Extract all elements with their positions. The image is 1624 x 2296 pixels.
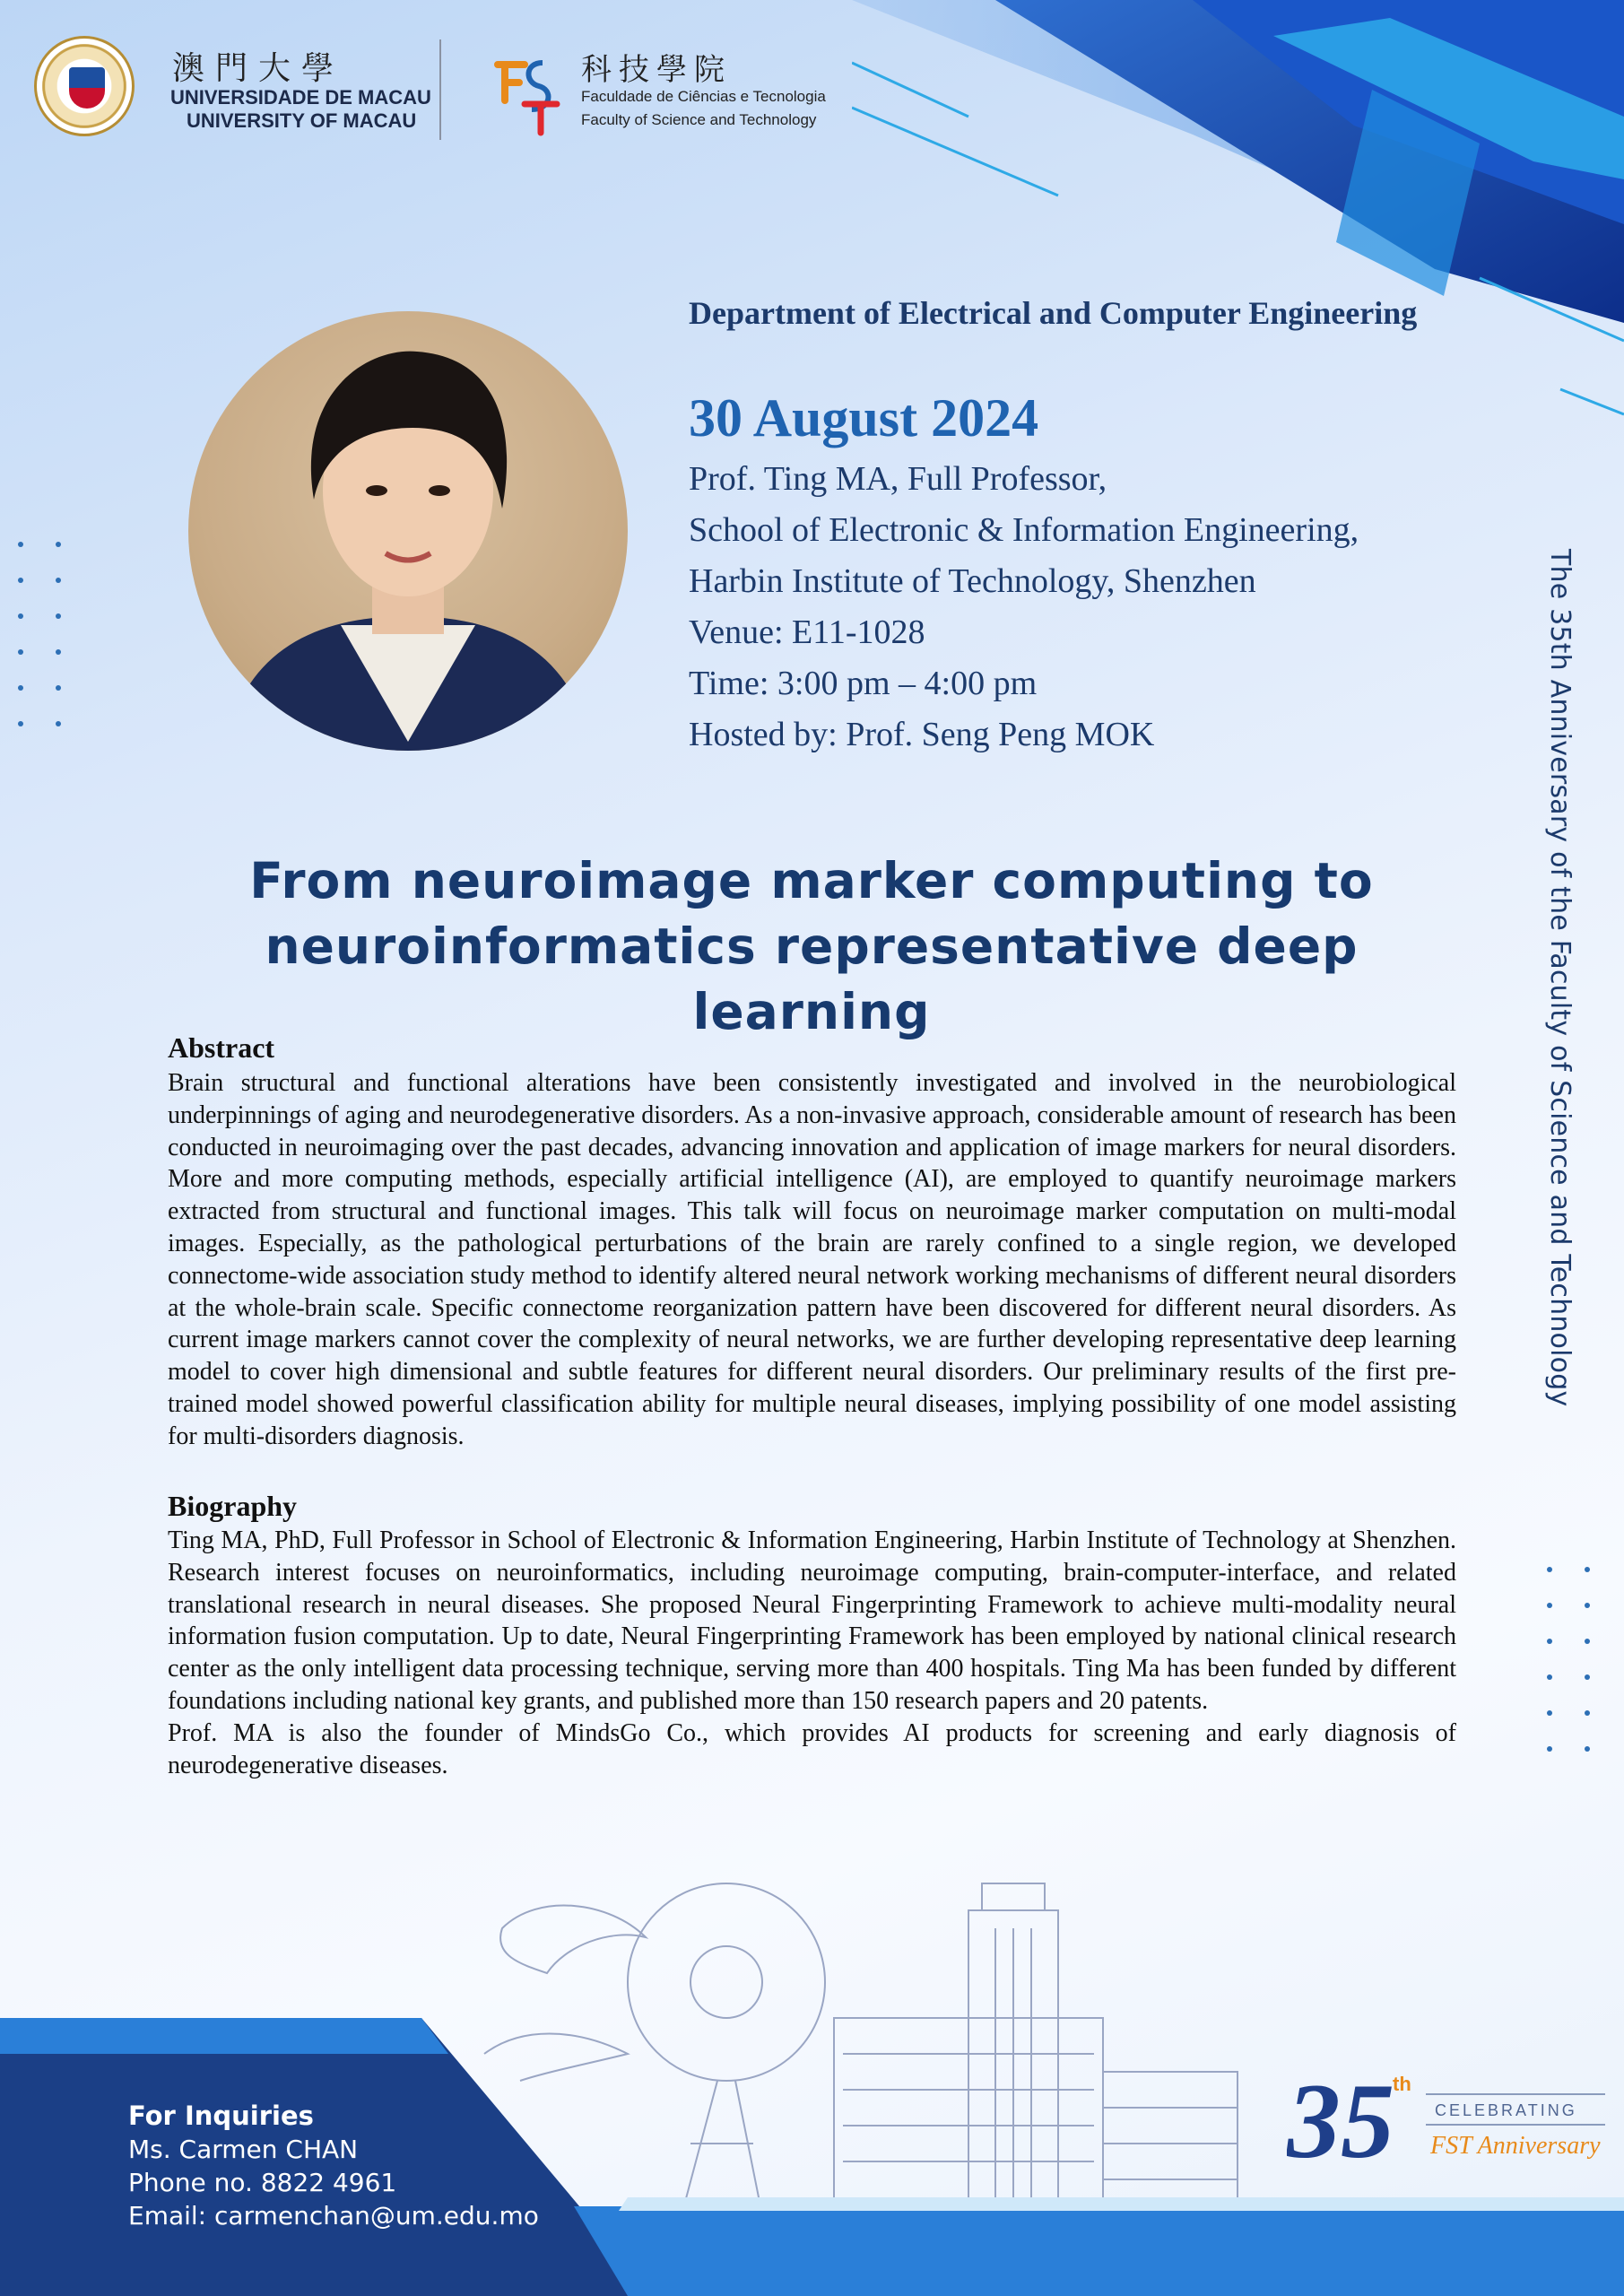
anniversary-side-text: The 35th Anniversary of the Faculty of Science and Technology <box>1544 549 1576 1407</box>
um-portuguese-name: UNIVERSIDADE DE MACAU <box>170 86 431 109</box>
talk-title-line1: From neuroimage marker computing to <box>249 852 1374 909</box>
fst-logo <box>489 47 560 136</box>
fst-portuguese-name: Faculdade de Ciências e Tecnologia <box>581 88 826 105</box>
contact-email[interactable]: Email: carmenchan@um.edu.mo <box>128 2201 539 2231</box>
abstract-heading: Abstract <box>168 1031 275 1064</box>
talk-title-line2: neuroinformatics representative deep learning <box>265 918 1359 1040</box>
biography-text <box>168 1525 1456 1781</box>
dot-pattern-right <box>1547 1567 1590 1752</box>
um-english-name: UNIVERSITY OF MACAU <box>187 109 417 132</box>
dot-pattern-left <box>18 542 61 726</box>
fst-english-name: Faculty of Science and Technology <box>581 111 817 128</box>
biography-paragraph-2: Prof. MA is also the founder of MindsGo Co., which provides AI products for screening and early diagnosis of neurodegenerative diseases. <box>168 1718 1456 1779</box>
speaker-school: School of Electronic & Information Engineering, <box>689 511 1359 549</box>
um-chinese-name: 澳門大學 <box>172 50 345 87</box>
event-time: Time: 3:00 pm – 4:00 pm <box>689 665 1038 702</box>
anniversary-tagline: FST Anniversary <box>1430 2132 1601 2160</box>
um-seal-logo <box>34 36 135 136</box>
abstract-paragraph: Brain structural and functional alterations have been consistently investigated and involved in the neurobiological underpinnings of aging and neurodegenerative disorders. As a non-invasive approach, considerable amount of research has been conducted in neuroimaging over the past decades, advancing innovation and application of image markers for neural disorders. More and more computing methods, especially artificial intelligence (AI), are employed to quantify neuroimage markers extracted from structural and functional images. This talk will focus on neuroimage marker computation on multi-modal images. Especially, as the pathological perturbations of the brain are rarely confined to a single region, we developed connectome-wide association study method to identify altered neural network working mechanisms of different neural disorders at the whole-brain scale. Specific connectome reorganization pattern have been discovered for different neural disorders. As current image markers cannot cover the complexity of neural networks, we are further developing representative deep learning model to cover high dimensional and subtle features for different neural disorders. Our preliminary results of the first pre-trained model showed powerful classification ability for multiple neural diseases, implying possibility of one model assisting for multi-disorders diagnosis. <box>168 1069 1456 1450</box>
anniversary-logo <box>1287 2058 1610 2184</box>
contact-phone: Phone no. 8822 4961 <box>128 2168 397 2197</box>
talk-title <box>179 848 1444 1045</box>
speaker-name: Prof. Ting MA, Full Professor, <box>689 460 1107 498</box>
biography-paragraph-1: Ting MA, PhD, Full Professor in School of Electronic & Information Engineering, Harbin Institute of Technology at Shenzhen. Research interest focuses on neuroinformatics, including neuroimage computing, brain-computer-interface, and related translational research in neural diseases. She proposed Neural Fingerprinting Framework to achieve multi-modality neural information fusion computation. Up to date, Neural Fingerprinting Framework has been employed by national clinical research center as the only intelligent data processing technique, serving more than 400 hospitals. Ting Ma has been funded by different foundations including national key grants, and published more than 150 research papers and 20 patents. <box>168 1526 1456 1715</box>
speaker-portrait <box>188 311 628 751</box>
event-host: Hosted by: Prof. Seng Peng MOK <box>689 716 1155 753</box>
speaker-institution: Harbin Institute of Technology, Shenzhen <box>689 562 1256 600</box>
department-name: Department of Electrical and Computer Engineering <box>689 295 1418 331</box>
celebrating-label: CELEBRATING <box>1435 2101 1577 2119</box>
header-divider <box>439 39 441 140</box>
biography-heading: Biography <box>168 1490 298 1522</box>
header-decoration <box>852 0 1624 430</box>
inquiries-heading: For Inquiries <box>128 2100 314 2131</box>
fst-chinese-name: 科技學院 <box>581 52 732 88</box>
event-venue: Venue: E11-1028 <box>689 613 925 651</box>
abstract-text <box>168 1067 1456 1453</box>
anniversary-suffix: th <box>1393 2073 1411 2095</box>
anniversary-number: 35 <box>1287 2061 1394 2180</box>
contact-name: Ms. Carmen CHAN <box>128 2135 359 2164</box>
event-date: 30 August 2024 <box>689 388 1039 448</box>
